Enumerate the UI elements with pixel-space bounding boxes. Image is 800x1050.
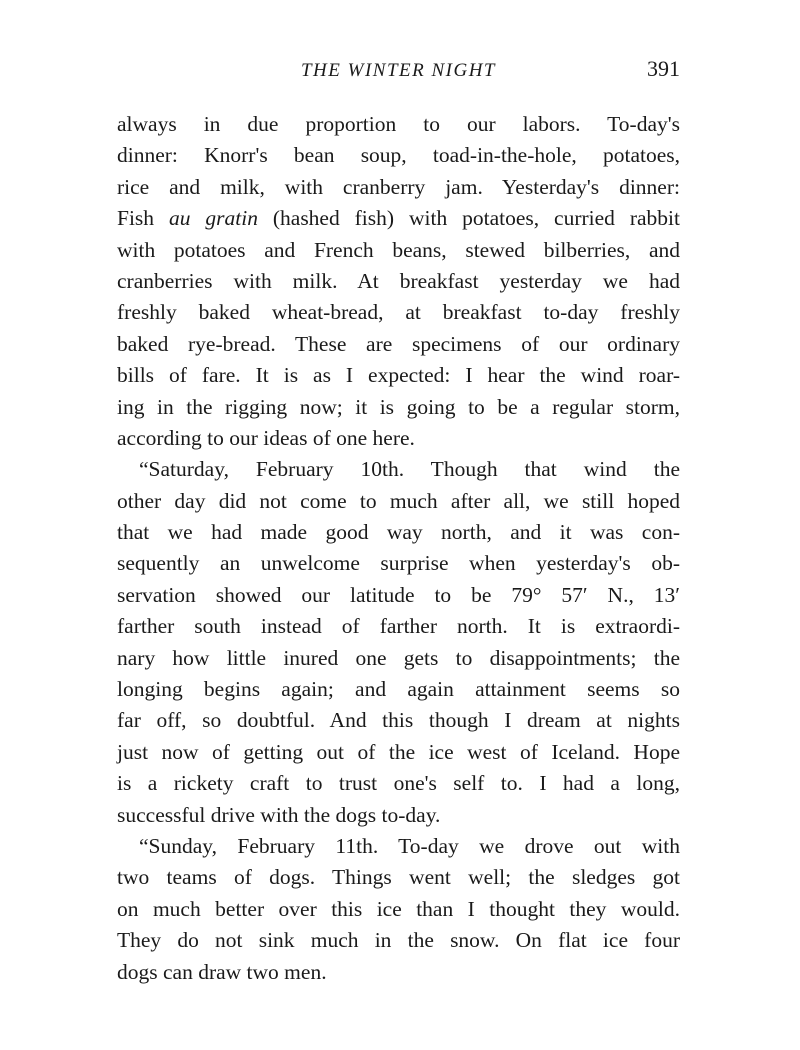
page-number: 391 xyxy=(647,56,680,81)
text-line: ing in the rigging now; it is going to be a regular storm, xyxy=(117,394,680,419)
text-line: far off, so doubtful. And this though I dream at nights xyxy=(117,708,680,733)
text-line: that we had made good way north, and it was con- xyxy=(117,520,680,545)
text-line: just now of getting out of the ice west of Iceland. Hope xyxy=(117,739,680,764)
text-line: “Saturday, February 10th. Though that wind the xyxy=(139,457,680,482)
text-line: They do not sink much in the snow. On flat ice four xyxy=(117,928,680,953)
text-line: is a rickety craft to trust one's self to. I had a long, xyxy=(117,771,680,796)
italic-phrase: au gratin xyxy=(168,206,258,231)
paragraph xyxy=(117,109,680,454)
text-line: bills of fare. It is as I expected: I hear the wind roar- xyxy=(117,363,680,388)
text-line: successful drive with the dogs to-day. xyxy=(117,802,441,827)
text-line: cranberries with milk. At breakfast yesterday we had xyxy=(117,268,680,293)
text-line: on much better over this ice than I thought they would. xyxy=(117,896,680,921)
running-title: THE WINTER NIGHT xyxy=(300,60,496,81)
text-line: nary how little inured one gets to disappointments; the xyxy=(117,645,680,670)
text-line: dogs can draw two men. xyxy=(117,959,327,984)
text-segment: (hashed fish) with potatoes, curried rabbit xyxy=(257,206,680,231)
text-line: freshly baked wheat-bread, at breakfast to-day freshly xyxy=(117,300,680,325)
text-line xyxy=(117,203,680,234)
text-line: according to our ideas of one here. xyxy=(117,425,415,450)
text-line: “Sunday, February 11th. To-day we drove out with xyxy=(139,833,680,858)
body-text xyxy=(117,109,680,988)
text-line: other day did not come to much after all, we still hoped xyxy=(117,488,680,513)
text-line: sequently an unwelcome surprise when yesterday's ob- xyxy=(117,551,680,576)
text-line: baked rye-bread. These are specimens of our ordinary xyxy=(117,331,680,356)
text-line: with potatoes and French beans, stewed bilberries, and xyxy=(117,237,680,262)
text-segment: Fish xyxy=(117,206,169,231)
text-line: always in due proportion to our labors. To-day's xyxy=(117,112,680,136)
text-line: rice and milk, with cranberry jam. Yesterday's dinner: xyxy=(117,174,680,199)
text-line: two teams of dogs. Things went well; the sledges got xyxy=(117,865,680,890)
paragraph xyxy=(117,831,680,988)
text-line: farther south instead of farther north. It is extraordi- xyxy=(117,614,680,639)
text-line: servation showed our latitude to be 79° 57′ N., 13′ xyxy=(117,582,680,607)
text-line: longing begins again; and again attainment seems so xyxy=(117,677,680,702)
paragraph xyxy=(117,454,680,831)
text-line: dinner: Knorr's bean soup, toad-in-the-hole, potatoes, xyxy=(117,143,680,168)
running-head xyxy=(117,56,680,86)
